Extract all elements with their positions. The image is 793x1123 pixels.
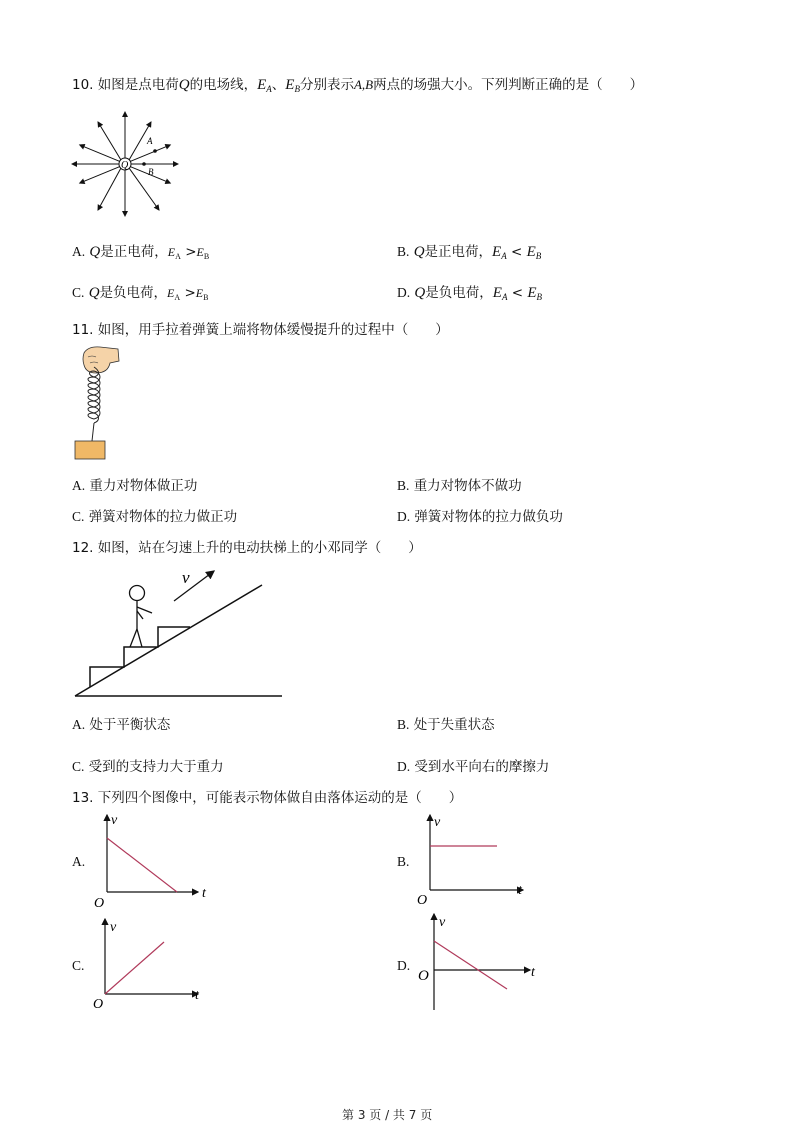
svg-text:A: A — [147, 136, 153, 146]
option-a[interactable]: A. Q是正电荷，$E_A >E_B$ — [72, 244, 210, 261]
option-a[interactable]: A. 处于平衡状态 — [72, 717, 171, 733]
electric-field-diagram — [72, 110, 182, 220]
question-12-stem: 12. 如图，站在匀速上升的电动扶梯上的小邓同学（ ） — [72, 540, 422, 556]
svg-text:O: O — [94, 896, 105, 911]
svg-text:t: t — [202, 886, 206, 901]
svg-text:t: t — [518, 883, 522, 898]
vt-graph-c — [90, 917, 220, 1017]
option-d[interactable]: D. 受到水平向右的摩擦力 — [397, 759, 550, 775]
svg-text:v: v — [439, 915, 446, 930]
svg-text:B: B — [148, 167, 154, 177]
option-b[interactable]: B. 重力对物体不做功 — [397, 478, 522, 494]
option-c[interactable]: C. Q是负电荷，$E_A >E_B$ — [72, 285, 209, 302]
option-a[interactable]: A. — [72, 854, 86, 869]
hand-icon — [83, 347, 119, 373]
spring-icon — [88, 367, 100, 423]
svg-text:O: O — [418, 968, 429, 984]
svg-text:v: v — [110, 920, 117, 935]
question-10-stem: 10. 如图是点电荷Q的电场线，$E_A$、$E_B$分别表示A,B两点的场强大小。下列判断正确的是（ ） — [72, 77, 644, 94]
option-b[interactable]: B. 处于失重状态 — [397, 717, 495, 733]
option-d[interactable]: D. Q是负电荷，$E_A < E_B$ — [397, 285, 543, 302]
option-c[interactable]: C. 受到的支持力大于重力 — [72, 759, 224, 775]
vt-graph-a — [90, 812, 220, 912]
vt-graph-b — [415, 812, 535, 912]
svg-text:v: v — [434, 815, 441, 830]
question-11-stem: 11. 如图，用手拉着弹簧上端将物体缓慢提升的过程中（ ） — [72, 322, 449, 338]
option-b[interactable]: B. — [397, 854, 410, 869]
svg-text:O: O — [417, 893, 428, 908]
question-13-stem: 13. 下列四个图像中，可能表示物体做自由落体运动的是（ ） — [72, 790, 463, 806]
svg-text:t: t — [531, 965, 535, 980]
option-b[interactable]: B. Q是正电荷，$E_A < E_B$ — [397, 244, 542, 261]
block-icon — [75, 441, 105, 459]
question-number: 10. — [72, 77, 94, 93]
svg-text:O: O — [93, 997, 104, 1012]
svg-text:Q: Q — [121, 160, 129, 171]
option-c[interactable]: C. — [72, 958, 85, 973]
option-d[interactable]: D. — [397, 958, 411, 973]
spring-hand-diagram — [72, 343, 132, 465]
escalator-diagram — [72, 563, 287, 703]
svg-text:t: t — [195, 988, 199, 1003]
velocity-arrow-icon — [174, 571, 214, 601]
question-number: 13. — [72, 790, 94, 806]
vt-graph-d — [415, 912, 545, 1017]
option-d[interactable]: D. 弹簧对物体的拉力做负功 — [397, 509, 563, 525]
question-number: 12. — [72, 540, 94, 556]
page-footer: 第 3 页 / 共 7 页 — [342, 1108, 433, 1122]
svg-text:v: v — [111, 813, 118, 828]
question-number: 11. — [72, 322, 94, 338]
option-a[interactable]: A. 重力对物体做正功 — [72, 478, 198, 494]
svg-text:v: v — [182, 568, 190, 587]
option-c[interactable]: C. 弹簧对物体的拉力做正功 — [72, 509, 238, 525]
